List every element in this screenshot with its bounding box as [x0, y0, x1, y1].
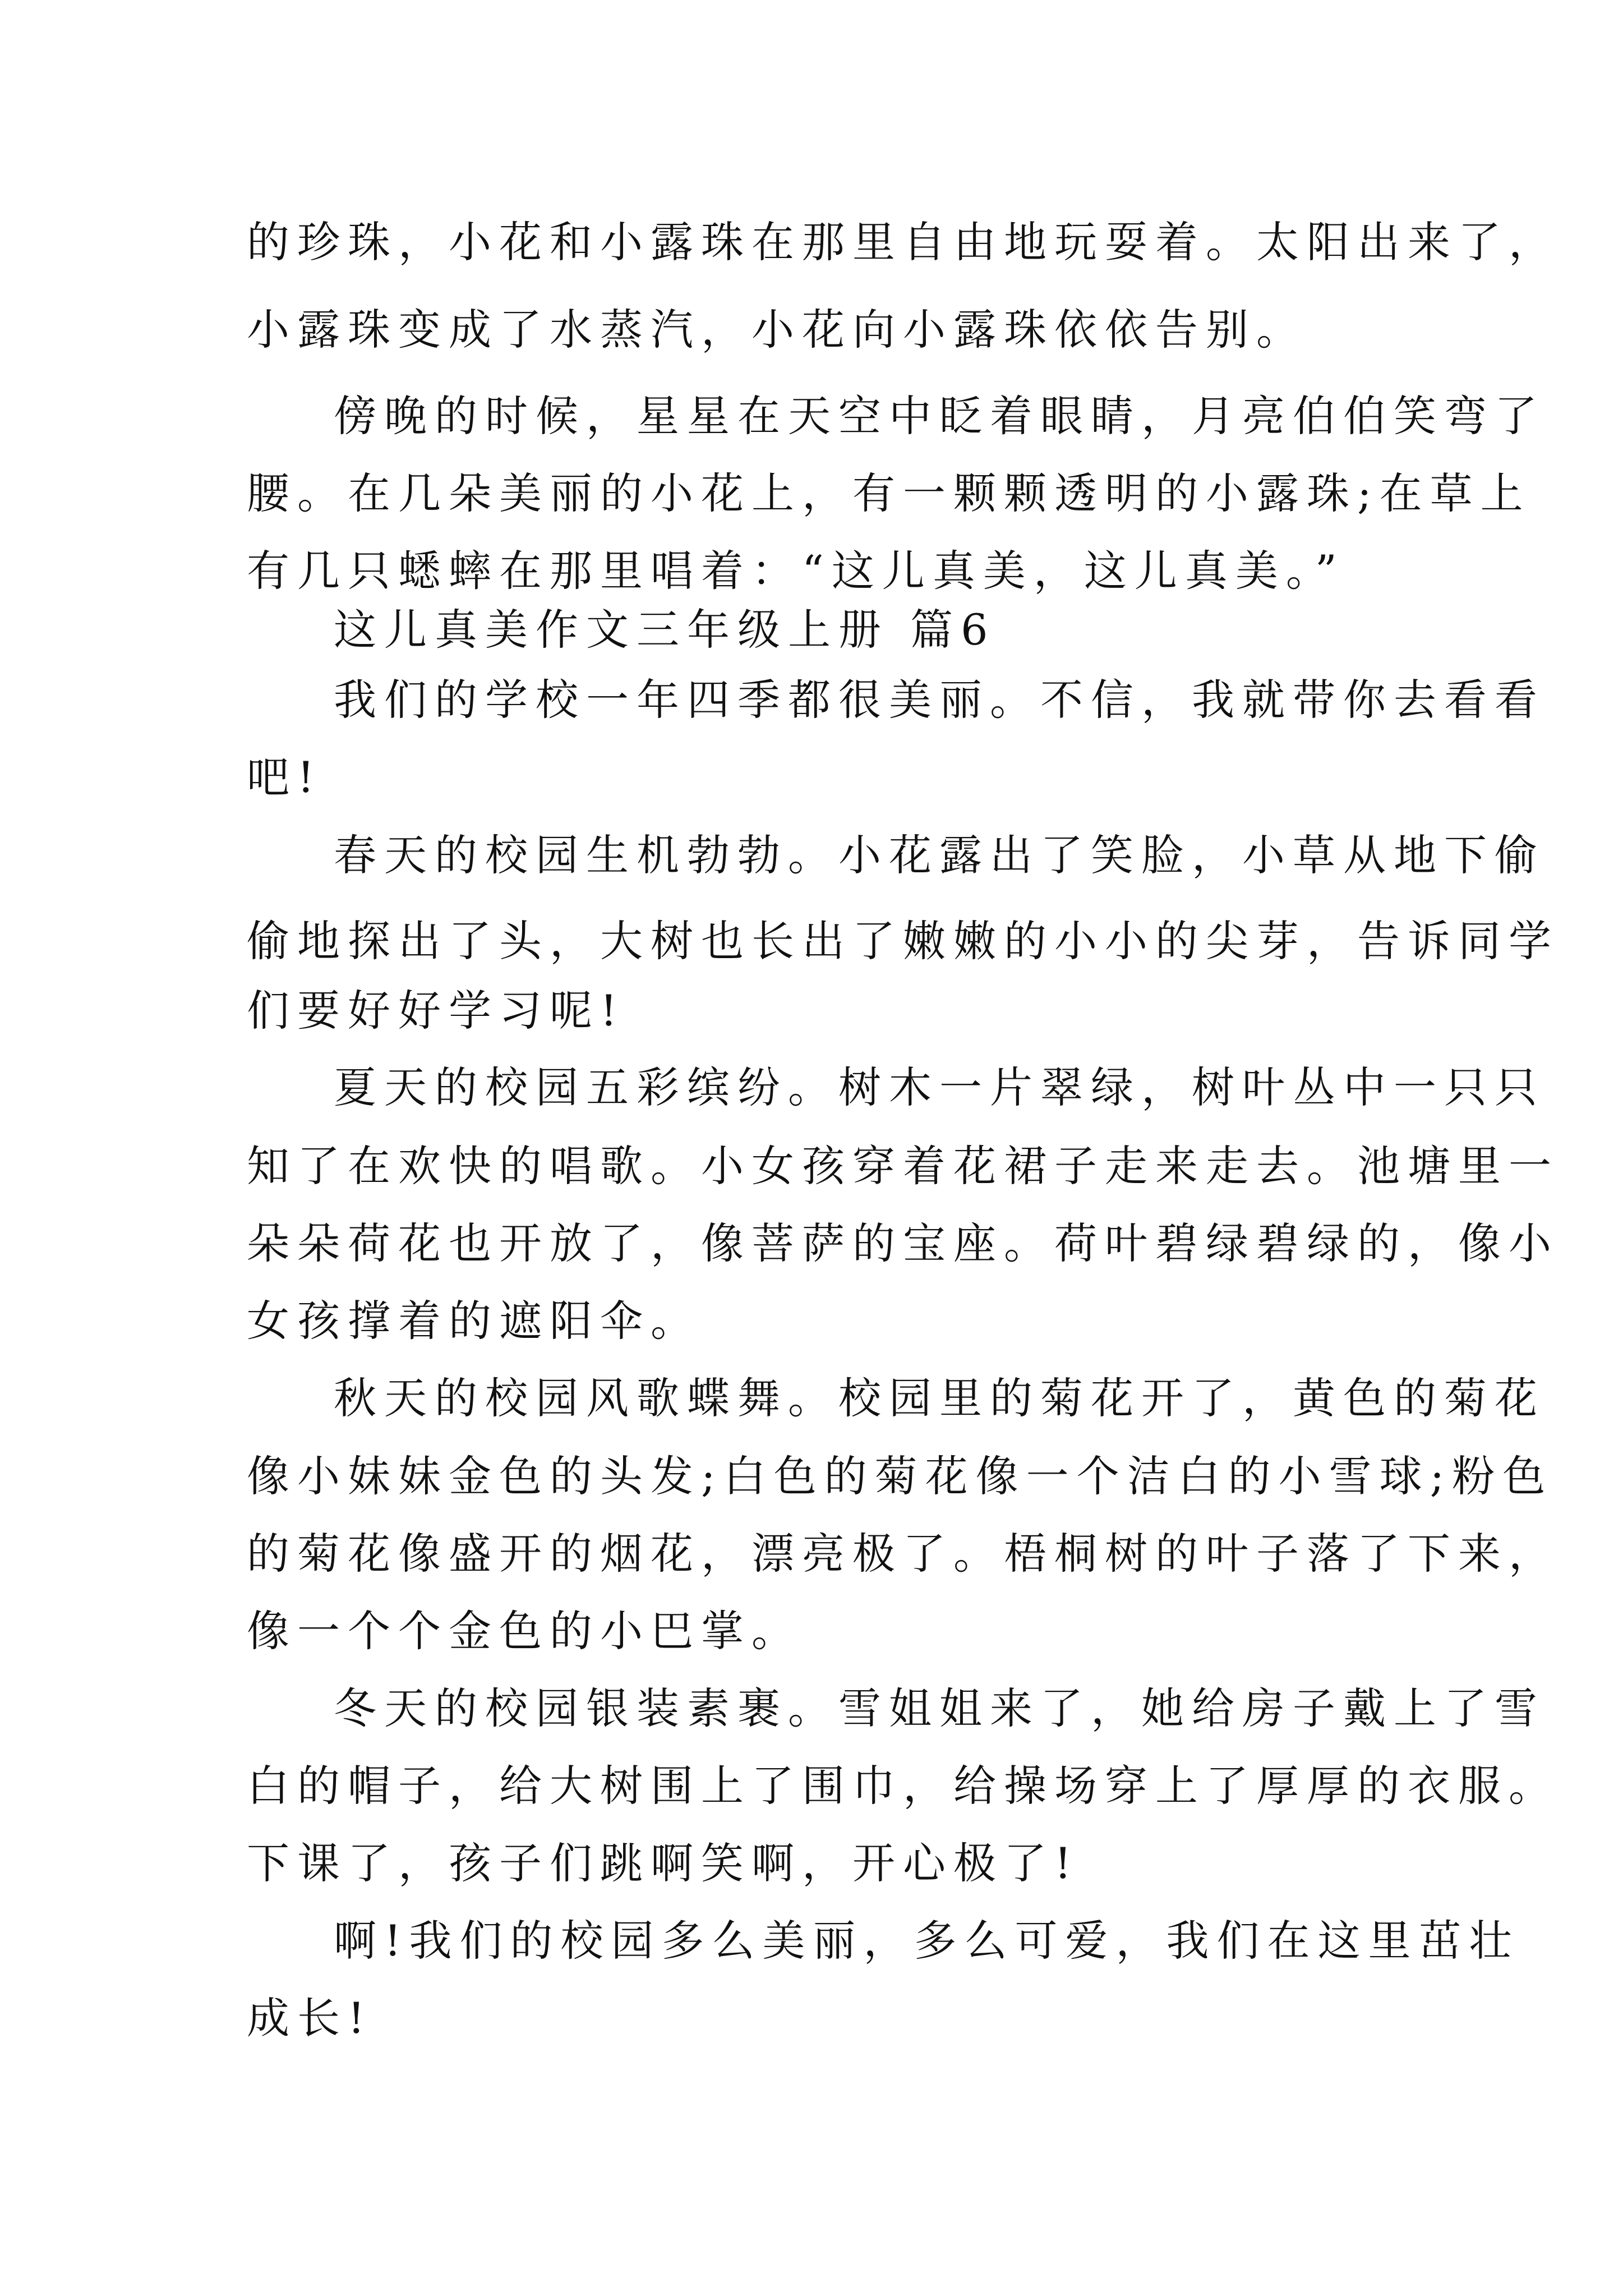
text-line: 像一个个金色的小巴掌。 [247, 1606, 802, 1656]
paragraph-start-line: 春天的校园生机勃勃。小花露出了笑脸，小草从地下偷 [334, 830, 1545, 880]
text-line: 朵朵荷花也开放了，像菩萨的宝座。荷叶碧绿碧绿的，像小 [247, 1218, 1559, 1268]
text-line: 下课了，孩子们跳啊笑啊，开心极了! [247, 1838, 1080, 1888]
text-line: 白的帽子，给大树围上了围巾，给操场穿上了厚厚的衣服。 [247, 1761, 1559, 1811]
paragraph-start-line: 冬天的校园银装素裹。雪姐姐来了，她给房子戴上了雪 [334, 1683, 1545, 1733]
paragraph-start-line: 我们的学校一年四季都很美丽。不信，我就带你去看看 [334, 675, 1545, 725]
paragraph-start-line: 夏天的校园五彩缤纷。树木一片翠绿，树叶丛中一只只 [334, 1062, 1545, 1112]
text-line: 小露珠变成了水蒸汽，小花向小露珠依依告别。 [247, 305, 1307, 355]
paragraph-start-line: 秋天的校园风歌蝶舞。校园里的菊花开了，黄色的菊花 [334, 1373, 1545, 1423]
paragraph-start-line: 啊!我们的校园多么美丽，多么可爱，我们在这里茁壮 [334, 1916, 1520, 1966]
section-heading: 这儿真美作文三年级上册 篇6 [334, 605, 996, 655]
text-line: 像小妹妹金色的头发;白色的菊花像一个洁白的小雪球;粉色 [247, 1451, 1553, 1501]
text-line: 有几只蟋蟀在那里唱着：“这儿真美，这儿真美。” [247, 546, 1345, 596]
text-line: 吧! [247, 752, 322, 802]
text-line: 成长! [247, 1993, 373, 2043]
text-line: 们要好好学习呢! [247, 986, 625, 1036]
text-line: 的菊花像盛开的烟花，漂亮极了。梧桐树的叶子落了下来， [247, 1529, 1559, 1579]
text-line: 女孩撑着的遮阳伞。 [247, 1296, 701, 1346]
text-line: 知了在欢快的唱歌。小女孩穿着花裙子走来走去。池塘里一 [247, 1141, 1559, 1191]
paragraph-start-line: 傍晚的时候，星星在天空中眨着眼睛，月亮伯伯笑弯了 [334, 391, 1545, 441]
text-line: 偷地探出了头，大树也长出了嫩嫩的小小的尖芽，告诉同学 [247, 916, 1559, 966]
text-line: 的珍珠，小花和小露珠在那里自由地玩耍着。太阳出来了， [247, 217, 1559, 267]
text-line: 腰。在几朵美丽的小花上，有一颗颗透明的小露珠;在草上 [247, 468, 1531, 518]
